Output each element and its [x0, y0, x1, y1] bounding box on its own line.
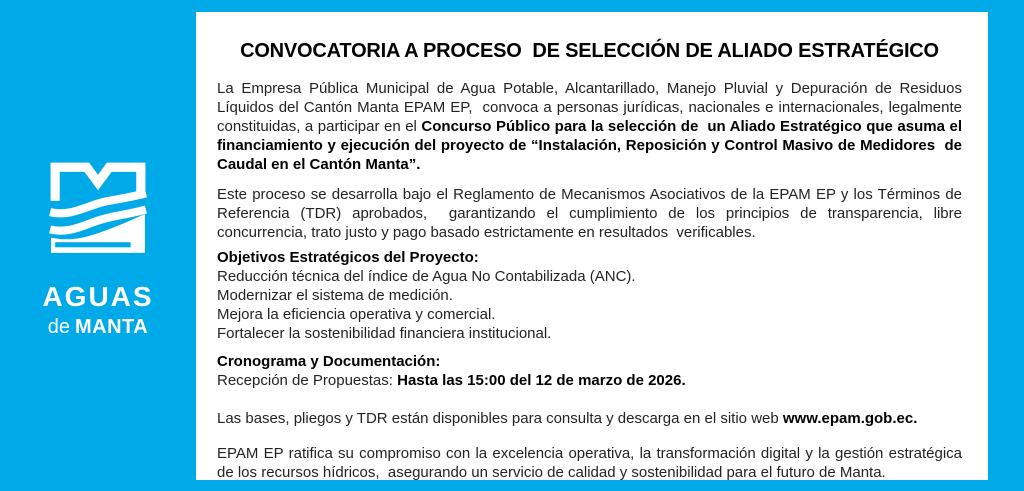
brand-wordmark-manta: MANTA — [75, 316, 149, 338]
objectives-heading: Objetivos Estratégicos del Proyecto: — [217, 249, 479, 266]
reception-line — [217, 371, 962, 390]
objectives-section — [217, 248, 962, 343]
process-paragraph: Este proceso se desarrolla bajo el Reglamento de Mecanismos Asociativos de la EPAM EP y los Términos de Referencia (TDR) aprobados, garantizando el cumplimiento de los principios de transparencia, libre concurrencia, trato justo y pago basado estrictamente en resultados verificables. — [217, 186, 967, 241]
brand-wordmark-aguas: AGUAS — [42, 281, 154, 312]
objective-item: Mejora la eficiencia operativa y comercial. — [217, 306, 496, 323]
intro-text-bold: Concurso Público para la selección de un Aliado Estratégico que asuma el financiamiento y ejecución del proyecto de “Instalación, Reposición y Control Masivo de Medidores de Caudal en el Cantón Manta”. — [217, 118, 967, 173]
objective-item: Fortalecer la sostenibilidad financiera institucional. — [217, 325, 552, 342]
notice-title: CONVOCATORIA A PROCESO DE SELECCIÓN DE ALIADO ESTRATÉGICO — [240, 40, 939, 62]
brand-panel — [0, 0, 196, 491]
intro-text: La Empresa Pública Municipal de Agua Potable, Alcantarillado, Manejo Pluvial y Depuración de Residuos Líquidos del Cantón Manta EPAM EP, convoca a personas jurídicas, nacionales e internacionales, legalmente constituidas, a participar en el — [217, 80, 967, 135]
objective-item: Reducción técnica del índice de Agua No Contabilizada (ANC). — [217, 268, 636, 285]
brand-wordmark-de-manta — [48, 317, 148, 337]
brand-wordmark-de: de — [47, 316, 70, 338]
intro-paragraph — [217, 79, 967, 174]
schedule-section — [217, 352, 962, 390]
schedule-heading: Cronograma y Documentación: — [217, 353, 441, 370]
reception-label: Recepción de Propuestas: — [217, 372, 398, 389]
notice-card — [196, 12, 988, 480]
reception-deadline: Hasta las 15:00 del 12 de marzo de 2026. — [397, 372, 686, 389]
objective-item: Modernizar el sistema de medición. — [217, 287, 453, 304]
availability-text: Las bases, pliegos y TDR están disponibles para consulta y descarga en el sitio web — [217, 410, 783, 427]
availability-website: www.epam.gob.ec. — [782, 410, 918, 427]
notice-body — [217, 79, 967, 482]
aguas-de-manta-wave-logo-icon — [43, 155, 153, 257]
closing-paragraph: EPAM EP ratifica su compromiso con la excelencia operativa, la transformación digital y la gestión estratégica de los recursos hídricos, asegurando un servicio de calidad y sostenibilidad para el futuro de Manta. — [217, 445, 967, 481]
availability-paragraph — [217, 409, 962, 428]
